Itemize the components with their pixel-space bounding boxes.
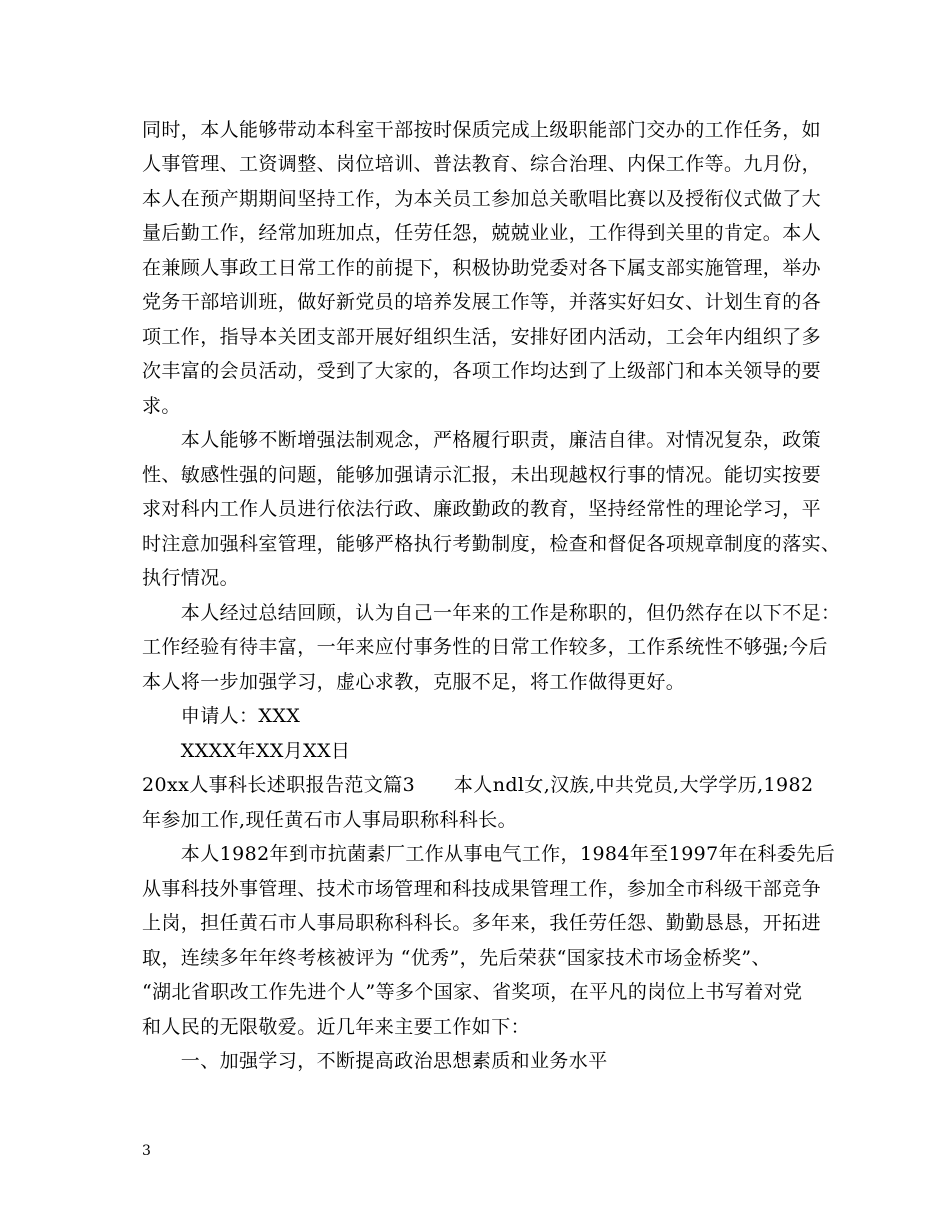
paragraph-line: 和人民的无限敬爱。近几年来主要工作如下：: [142, 1016, 531, 1038]
paragraph-line: 本人能够不断增强法制观念，严格履行职责，廉洁自律。对情况复杂，政策: [142, 429, 822, 451]
paragraph-line: 同时，本人能够带动本科室干部按时保质完成上级职能部门交办的工作任务，如: [142, 119, 822, 141]
paragraph-line: 执行情况。: [142, 567, 240, 589]
signature-date: XXXX年XX月XX日: [142, 740, 351, 762]
paragraph-line: 人事管理、工资调整、岗位培训、普法教育、综合治理、内保工作等。九月份，: [142, 153, 822, 175]
paragraph-line: 本人1982年到市抗菌素厂工作从事电气工作，1984年至1997年在科委先后: [142, 843, 836, 865]
paragraph-line: 求对科内工作人员进行依法行政、廉政勤政的教育，坚持经常性的理论学习，平: [142, 498, 822, 520]
subheading-line: 一、加强学习，不断提高政治思想素质和业务水平: [142, 1050, 608, 1072]
paragraph-line: 性、敏感性强的问题，能够加强请示汇报，未出现越权行事的情况。能切实按要: [142, 464, 822, 486]
paragraph-line: 求。: [142, 395, 181, 417]
paragraph-line: 本人将一步加强学习，虚心求教，克服不足，将工作做得更好。: [142, 671, 686, 693]
paragraph-line: 年参加工作,现任黄石市人事局职称科科长。: [142, 809, 518, 831]
section-heading-line: 20xx人事科长述职报告范文篇3 本人ndl女,汉族,中共党员,大学学历,1982: [142, 774, 814, 796]
paragraph-line: 党务干部培训班，做好新党员的培养发展工作等，并落实好妇女、计划生育的各: [142, 291, 822, 313]
signature-applicant: 申请人：XXX: [142, 705, 301, 727]
paragraph-line: 本人经过总结回顾，认为自己一年来的工作是称职的，但仍然存在以下不足：: [142, 602, 841, 624]
page-number: 3: [142, 1143, 151, 1159]
paragraph-line: 取，连续多年年终考核被评为 “优秀”，先后荣获“国家技术市场金桥奖”、: [142, 947, 771, 969]
paragraph-line: “湖北省职改工作先进个人”等多个国家、省奖项，在平凡的岗位上书写着对党: [142, 981, 803, 1003]
paragraph-line: 工作经验有待丰富，一年来应付事务性的日常工作较多，工作系统性不够强;今后: [142, 636, 828, 658]
paragraph-line: 量后勤工作，经常加班加点，任劳任怨，兢兢业业，工作得到关里的肯定。本人: [142, 222, 822, 244]
paragraph-line: 项工作，指导本关团支部开展好组织生活，安排好团内活动，工会年内组织了多: [142, 326, 822, 348]
paragraph-line: 上岗，担任黄石市人事局职称科科长。多年来，我任劳任怨、勤勤恳恳，开拓进: [142, 912, 822, 934]
paragraph-line: 本人在预产期期间坚持工作，为本关员工参加总关歌唱比赛以及授衔仪式做了大: [142, 188, 822, 210]
paragraph-line: 从事科技外事管理、技术市场管理和科技成果管理工作，参加全市科级干部竞争: [142, 878, 822, 900]
paragraph-line: 在兼顾人事政工日常工作的前提下，积极协助党委对各下属支部实施管理，举办: [142, 257, 822, 279]
paragraph-line: 次丰富的会员活动，受到了大家的，各项工作均达到了上级部门和本关领导的要: [142, 360, 822, 382]
paragraph-line: 时注意加强科室管理，能够严格执行考勤制度，检查和督促各项规章制度的落实、: [142, 533, 841, 555]
